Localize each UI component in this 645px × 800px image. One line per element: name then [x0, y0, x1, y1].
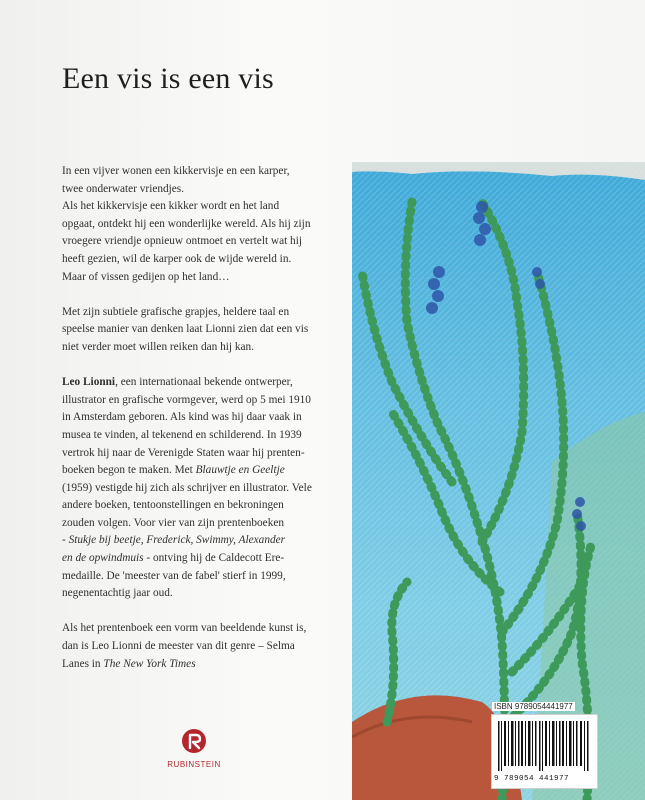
author-bio-paragraph [62, 374, 328, 603]
text-line: opgaat, ontdekt hij een wonderlijke wereld. Als hij zijn [62, 217, 311, 230]
book-title-italic: Blauwtje en Geeltje [195, 464, 285, 477]
text-line: vroegere vriendje opnieuw ontmoet en vertelt wat hij [62, 235, 302, 248]
text-line: Als het kikkervisje een kikker wordt en het land [62, 200, 280, 213]
text-line: zouden volgen. Voor vier van zijn prentenboeken [62, 516, 285, 529]
review-paragraph [62, 304, 328, 357]
text-line: boeken begon te maken. Met Blauwtje en Geeltje [62, 464, 285, 477]
text-line: vertrok hij naar de Verenigde Staten waar hij prenten- [62, 446, 305, 459]
text-line: dan is Leo Lionni de meester van dit genre – Selma [62, 640, 295, 653]
synopsis-paragraph [62, 163, 328, 286]
text-line: (1959) vestigde hij zich als schrijver en illustrator. Vele [62, 481, 312, 494]
book-titles-italic: - Stukje bij beetje, Frederick, Swimmy, Alexander [62, 534, 286, 547]
text-line: speelse manier van denken laat Lionni zien dat een vis [62, 323, 309, 336]
text-line: Als het prentenboek een vorm van beeldende kunst is, [62, 622, 307, 635]
text-line: In een vijver wonen een kikkervisje en een karper, [62, 165, 290, 177]
publisher-logo [154, 728, 234, 769]
text-line: twee onderwater vriendjes. [62, 182, 185, 195]
text-line: musea te vinden, al tekenend en schilderend. In 1939 [62, 428, 302, 441]
text-line: in Amsterdam geboren. Als kind was hij daar vaak in [62, 411, 302, 424]
blurb-text [62, 163, 328, 691]
text-line: Lanes in The New York Times [62, 657, 196, 670]
text-line: Leo Lionni, een internationaal bekende ontwerper, [62, 376, 293, 389]
text-line: en de opwindmuis - ontving hij de Caldecott Ere- [62, 552, 285, 565]
text-line: niet verder moet willen reiken dan hij kan. [62, 340, 254, 353]
isbn-label: ISBN 9789054441977 [494, 702, 573, 711]
text-line: Met zijn subtiele grafische grapjes, heldere taal en [62, 305, 290, 318]
text-line [62, 532, 328, 550]
text-line: illustrator en grafische vormgever, werd op 5 mei 1910 [62, 393, 311, 406]
barcode-number: 9 789054 441977 [494, 775, 570, 783]
author-name: Leo Lionni [62, 376, 116, 389]
publisher-emblem-icon [181, 728, 207, 754]
text-line: Maar of vissen gedijen op het land… [62, 270, 230, 283]
newspaper-name: The New York Times [103, 657, 196, 670]
publisher-name: RUBINSTEIN [167, 760, 221, 769]
text-line: negenentachtig jaar oud. [62, 587, 173, 600]
text-line: andere boeken, tentoonstellingen en bekroningen [62, 499, 284, 512]
book-title: Een vis is een vis [62, 62, 274, 95]
quote-paragraph [62, 620, 328, 673]
book-title-italic: en de opwindmuis [62, 552, 144, 565]
barcode-bars [492, 715, 597, 775]
text-line: heeft gezien, wil de karper ook de wijde wereld in. [62, 252, 292, 265]
text-line: medaille. De 'meester van de fabel' stierf in 1999, [62, 569, 286, 582]
